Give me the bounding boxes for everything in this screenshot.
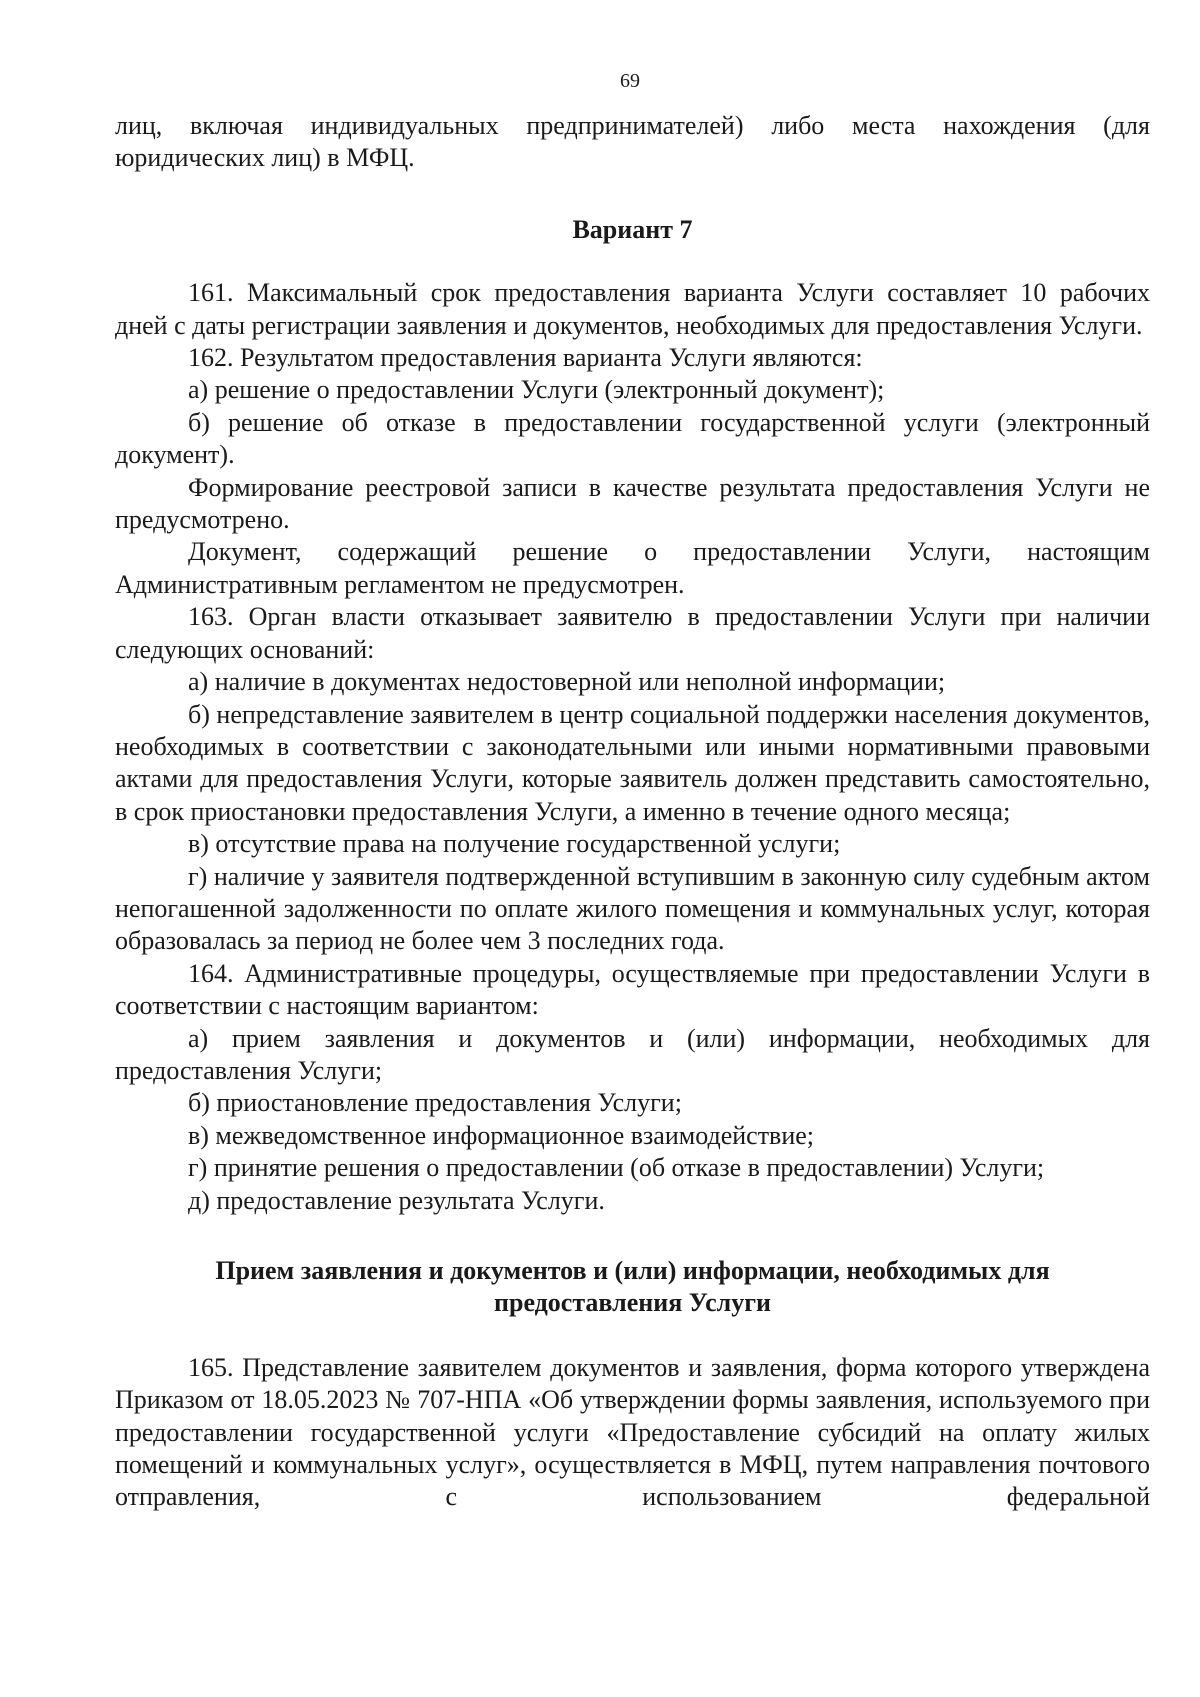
list-item-163-b: б) непредставление заявителем в центр социальной поддержки населения документов, необходимых в соответствии с законодательными или иными нормативными правовыми актами для предоставления Услуги, которые заявитель должен представить самостоятельно, в срок приостановки предоставления Услуги, а именно в течение одного месяца;	[115, 699, 1150, 826]
list-item-162-b: б) решение об отказе в предоставлении государственной услуги (электронный документ).	[115, 407, 1150, 470]
section-heading-line-2: предоставления Услуги	[494, 1288, 771, 1318]
page-number: 69	[620, 70, 640, 92]
document-body	[115, 110, 1150, 1514]
list-item-164-d: д) предоставление результата Услуги.	[188, 1185, 605, 1215]
list-item-163-v: в) отсутствие права на получение государственной услуги;	[188, 829, 841, 859]
paragraph-165: 165. Представление заявителем документов и заявления, форма которого утверждена Приказом от 18.05.2023 № 707-НПА «Об утверждении формы заявления, используемого при предоставлении государственной услуги «Предоставление субсидий на оплату жилых помещений и коммунальных услуг», осуществляется в МФЦ, путем направления почтового отправления, с использованием федеральной	[115, 1352, 1150, 1512]
section-heading-line-1: Прием заявления и документов и (или) информации, необходимых для	[215, 1256, 1050, 1285]
paragraph-162: 162. Результатом предоставления варианта Услуги являются:	[188, 343, 863, 373]
list-item-163-g: г) наличие у заявителя подтвержденной вступившим в законную силу судебным актом непогашенной задолженности по оплате жилого помещения и коммунальных услуг, которая образовалась за период не более чем 3 последних года.	[115, 861, 1150, 956]
list-item-164-g: г) принятие решения о предоставлении (об отказе в предоставлении) Услуги;	[188, 1153, 1045, 1183]
paragraph-decision-document: Документ, содержащий решение о предоставлении Услуги, настоящим Административным регламентом не предусмотрен.	[115, 537, 1150, 599]
paragraph-164: 164. Административные процедуры, осуществляемые при предоставлении Услуги в соответствии с настоящим вариантом:	[115, 958, 1150, 1021]
section-heading	[115, 1255, 1150, 1320]
continuation-paragraph: лиц, включая индивидуальных предпринимателей) либо места нахождения (для юридических лиц) в МФЦ.	[115, 111, 1150, 173]
list-item-164-v: в) межведомственное информационное взаимодействие;	[188, 1120, 815, 1150]
list-item-164-a: а) прием заявления и документов и (или) информации, необходимых для предоставления Услуги;	[115, 1023, 1150, 1085]
list-item-164-b: б) приостановление предоставления Услуги;	[188, 1088, 682, 1118]
paragraph-registry-record: Формирование реестровой записи в качестве результата предоставления Услуги не предусмотрено.	[115, 472, 1150, 535]
variant-heading: Вариант 7	[572, 214, 693, 244]
list-item-163-a: а) наличие в документах недостоверной или неполной информации;	[188, 667, 946, 697]
paragraph-163: 163. Орган власти отказывает заявителю в предоставлении Услуги при наличии следующих оснований:	[115, 602, 1150, 664]
paragraph-161: 161. Максимальный срок предоставления варианта Услуги составляет 10 рабочих дней с даты регистрации заявления и документов, необходимых для предоставления Услуги.	[115, 278, 1150, 340]
list-item-162-a: а) решение о предоставлении Услуги (электронный документ);	[188, 375, 885, 405]
